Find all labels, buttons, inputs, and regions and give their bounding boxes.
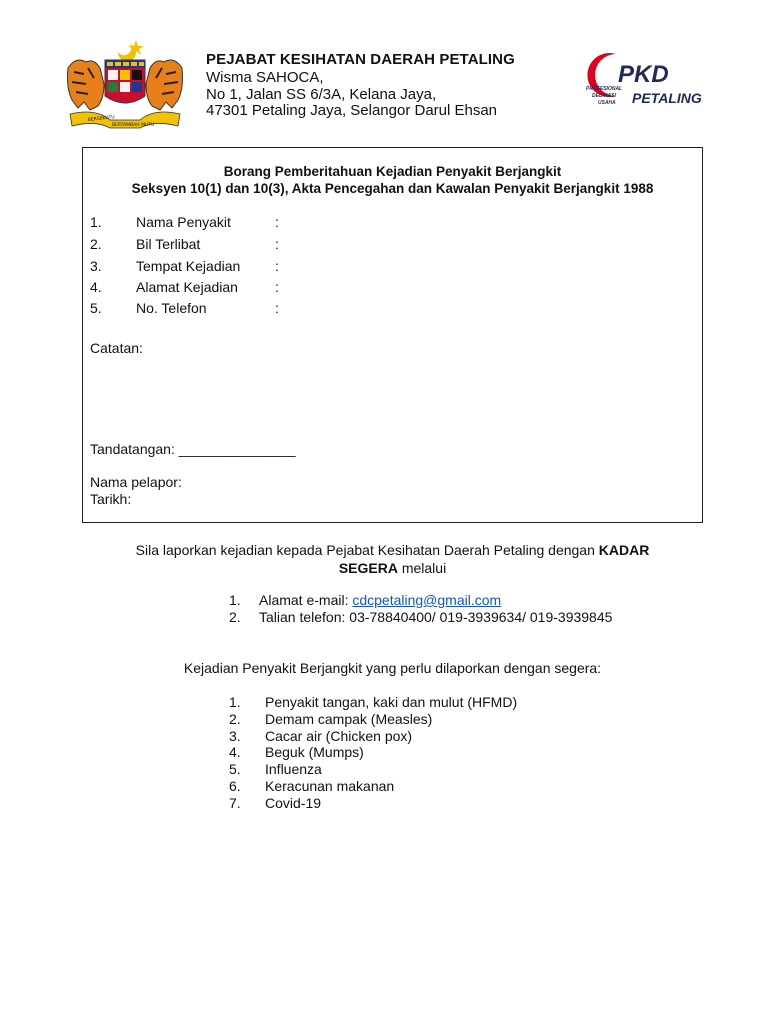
disease-name: Influenza bbox=[265, 761, 322, 777]
list-item bbox=[229, 744, 629, 762]
contact-email bbox=[229, 592, 689, 610]
pkd-logo-text: PKD bbox=[618, 61, 669, 88]
disease-name: Keracunan makanan bbox=[265, 778, 395, 794]
contact-label: Alamat e-mail: bbox=[259, 592, 353, 608]
field-colon: : bbox=[275, 214, 279, 230]
diseases-heading: Kejadian Penyakit Berjangkit yang perlu dilaporkan dengan segera: bbox=[183, 660, 602, 676]
signature-line[interactable]: Tandatangan: _______________ bbox=[90, 441, 296, 457]
instruction-text: melalui bbox=[397, 560, 447, 576]
list-number: 7. bbox=[229, 795, 241, 811]
svg-text:USAHA: USAHA bbox=[598, 100, 616, 106]
email-link[interactable]: cdcpetaling@gmail.com bbox=[352, 592, 502, 608]
list-number: 5. bbox=[229, 761, 241, 777]
notes-label: Catatan: bbox=[90, 340, 143, 356]
field-label: No. Telefon bbox=[136, 300, 207, 316]
list-number: 3. bbox=[229, 728, 241, 744]
disease-name: Beguk (Mumps) bbox=[265, 744, 364, 760]
field-number: 4. bbox=[90, 279, 102, 295]
malaysia-coat-of-arms-icon bbox=[60, 38, 190, 133]
field-label: Bil Terlibat bbox=[136, 236, 201, 252]
contact-phone bbox=[229, 609, 689, 627]
address-line-2: No 1, Jalan SS 6/3A, Kelana Jaya, bbox=[206, 86, 437, 103]
field-colon: : bbox=[275, 279, 279, 295]
notification-form-box bbox=[82, 147, 703, 523]
form-subtitle: Seksyen 10(1) dan 10(3), Akta Pencegahan dan Kawalan Penyakit Berjangkit 1988 bbox=[131, 181, 654, 196]
list-number: 4. bbox=[229, 744, 241, 760]
office-name: PEJABAT KESIHATAN DAERAH PETALING bbox=[206, 51, 515, 68]
reporter-name-label: Nama pelapor: bbox=[90, 474, 182, 490]
address-line-1: Wisma SAHOCA, bbox=[206, 69, 324, 86]
list-number: 1. bbox=[229, 592, 241, 608]
list-item bbox=[229, 694, 629, 712]
field-number: 1. bbox=[90, 214, 102, 230]
field-label: Nama Penyakit bbox=[136, 214, 231, 230]
instruction-emphasis: SEGERA bbox=[338, 560, 398, 576]
list-item bbox=[229, 761, 629, 779]
disease-name: Demam campak (Measles) bbox=[265, 711, 433, 727]
disease-name: Penyakit tangan, kaki dan mulut (HFMD) bbox=[265, 694, 518, 710]
list-number: 2. bbox=[229, 609, 241, 625]
disease-name: Covid-19 bbox=[265, 795, 322, 811]
contact-phone-text: Talian telefon: 03-78840400/ 019-3939634/ 019-3939845 bbox=[259, 609, 613, 625]
instruction-emphasis: KADAR bbox=[598, 542, 650, 558]
svg-text:PROFESIONAL: PROFESIONAL bbox=[586, 86, 623, 92]
field-number: 5. bbox=[90, 300, 102, 316]
field-number: 3. bbox=[90, 258, 102, 274]
list-number: 2. bbox=[229, 711, 241, 727]
svg-text:BERSEKUTU: BERSEKUTU bbox=[87, 115, 115, 123]
list-number: 6. bbox=[229, 778, 241, 794]
date-label: Tarikh: bbox=[90, 491, 132, 507]
field-colon: : bbox=[275, 300, 279, 316]
field-number: 2. bbox=[90, 236, 102, 252]
instruction-text: Sila laporkan kejadian kepada Pejabat Kesihatan Daerah Petaling dengan bbox=[135, 542, 599, 558]
address-line-3: 47301 Petaling Jaya, Selangor Darul Ehsan bbox=[206, 102, 498, 119]
pkd-petaling-logo-icon bbox=[582, 46, 722, 112]
field-colon: : bbox=[275, 258, 279, 274]
disease-name: Cacar air (Chicken pox) bbox=[265, 728, 413, 744]
list-item bbox=[229, 711, 629, 729]
svg-text:BERTAMBAH MUTU: BERTAMBAH MUTU bbox=[112, 123, 155, 128]
list-number: 1. bbox=[229, 694, 241, 710]
list-item bbox=[229, 778, 629, 796]
field-label: Tempat Kejadian bbox=[136, 258, 241, 274]
field-colon: : bbox=[275, 236, 279, 252]
report-instruction bbox=[82, 541, 703, 577]
svg-text:PETALING: PETALING bbox=[632, 90, 702, 106]
svg-text:DEDIKASI: DEDIKASI bbox=[592, 93, 616, 99]
form-title: Borang Pemberitahuan Kejadian Penyakit Berjangkit bbox=[223, 164, 562, 179]
field-label: Alamat Kejadian bbox=[136, 279, 238, 295]
list-item bbox=[229, 795, 629, 813]
